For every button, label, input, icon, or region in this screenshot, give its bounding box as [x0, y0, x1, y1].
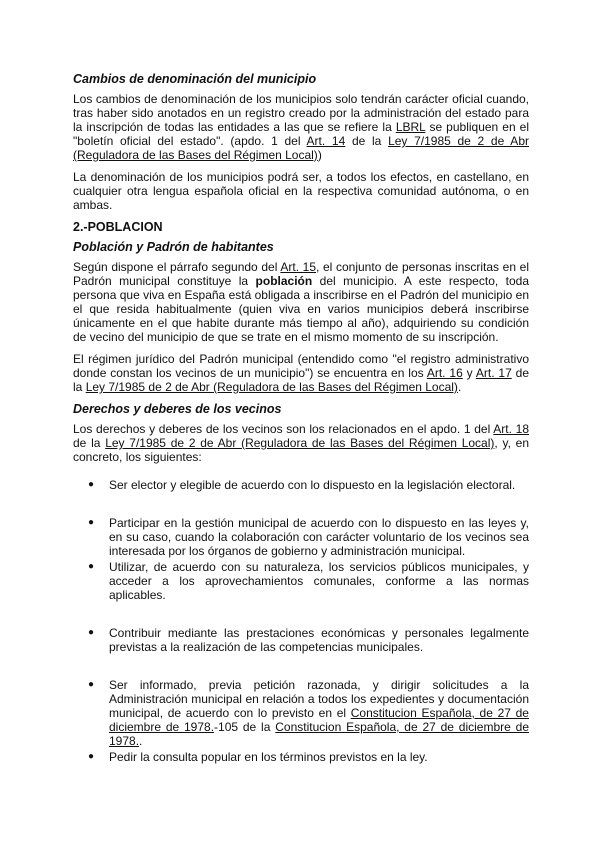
text: Pedir la consulta popular en los términos previstos en la ley.: [109, 750, 428, 764]
link-ley-7-1985[interactable]: Ley 7/1985 de 2 de Abr (Reguladora de las Bases del Régimen Local): [85, 380, 458, 394]
bold-poblacion: población: [255, 274, 313, 288]
paragraph-denominacion-2: La denominación de los municipios podrá ser, a todos los efectos, en castellano, en cualquier otra lengua española oficial en la respectiva comunidad autónoma, o en ambas.: [73, 170, 529, 212]
list-item: [73, 560, 529, 602]
text: y: [462, 366, 476, 380]
list-item: [73, 478, 529, 492]
text: , el conjunto de personas inscritas en el Padrón municipal constituye la: [73, 260, 529, 288]
link-art-14[interactable]: Art. 14: [306, 134, 346, 148]
text: de la: [73, 366, 529, 394]
bullet-icon: ●: [88, 517, 95, 528]
bullet-icon: ●: [88, 479, 95, 490]
link-ley-7-1985[interactable]: Ley 7/1985 de 2 de Abr (Reguladora de las Bases del Régimen Local): [105, 436, 495, 450]
list-item: [73, 678, 529, 748]
subheading-padron: Población y Padrón de habitantes: [73, 240, 274, 254]
bullet-icon: ●: [88, 751, 95, 762]
rights-list: [73, 478, 529, 764]
text: Los derechos y deberes de los vecinos son los relacionados en el apdo. 1 del: [73, 422, 494, 436]
text: Según dispone el párrafo segundo del: [73, 260, 281, 274]
list-item: [73, 626, 529, 654]
text: del municipio. A este respecto, toda persona que viva en España está obligada a inscribirse en el Padrón del municipio en el que resida habitualmente (quien viva en varios municipios deberá inscribirse únicamente en el que habite durante más tiempo al año), adquiriendo su condición de vecino del municipio de que se trate en el mismo momento de su inscripción.: [73, 274, 530, 344]
link-lbrl[interactable]: LBRL: [395, 120, 426, 134]
link-art-15[interactable]: Art. 15: [280, 260, 317, 274]
bullet-icon: ●: [88, 627, 95, 638]
document-page: [73, 62, 529, 764]
link-constitucion[interactable]: Constitucion Española, de 27 de diciembre de 1978.: [109, 720, 529, 748]
text: -105 de la: [214, 720, 276, 734]
text: ): [317, 148, 322, 162]
link-art-16[interactable]: Art. 16: [426, 366, 463, 380]
text: , y, en concreto, los siguientes:: [73, 436, 529, 464]
link-ley-7-1985[interactable]: Ley 7/1985 de 2 de Abr (Reguladora de las Bases del Régimen Local): [73, 134, 529, 162]
text: de la: [73, 436, 106, 450]
link-art-17[interactable]: Art. 17: [475, 366, 512, 380]
section-heading-derechos: Derechos y deberes de los vecinos: [73, 402, 282, 416]
text: Utilizar, de acuerdo con su naturaleza, los servicios públicos municipales, y acceder a los aprovechamientos comunales, conforme a las normas aplicables.: [109, 560, 529, 602]
link-constitucion[interactable]: Constitucion Española, de 27 de diciembre de 1978.: [109, 706, 529, 734]
bullet-icon: ●: [88, 679, 95, 690]
text: Ser informado, previa petición razonada, y dirigir solicitudes a la Administración municipal en relación a todos los expedientes y documentación municipal, de acuerdo con lo previsto en el: [109, 678, 529, 720]
text: de la: [345, 134, 389, 148]
link-art-18[interactable]: Art. 18: [493, 422, 530, 436]
text: Participar en la gestión municipal de acuerdo con lo dispuesto en las leyes y, en su caso, cuando la colaboración con carácter voluntario de los vecinos sea interesada por los órganos de gobierno y administración municipal.: [109, 516, 529, 558]
text: .: [457, 380, 462, 394]
text: El régimen jurídico del Padrón municipal (entendido como "el registro administrativo donde constan los vecinos de un municipio") se encuentra en los: [73, 352, 529, 380]
list-item: [73, 750, 529, 764]
text: .: [139, 734, 143, 748]
list-item: [73, 516, 529, 558]
paragraph-denominacion-1: [73, 92, 529, 162]
text: Contribuir mediante las prestaciones económicas y personales legalmente previstas a la realización de las competencias municipales.: [109, 626, 529, 654]
bullet-icon: ●: [88, 561, 95, 572]
text: se publiquen en el "boletín oficial del estado". (apdo. 1 del: [73, 120, 530, 148]
text: Ser elector y elegible de acuerdo con lo dispuesto en la legislación electoral.: [109, 478, 516, 492]
text: Los cambios de denominación de los municipios solo tendrán carácter oficial cuando, tras haber sido anotados en un registro creado por la administración del estado para la inscripción de todas las entidades a las que se refiere la: [73, 92, 529, 134]
paragraph-poblacion-2: [73, 352, 529, 394]
section-heading-poblacion: 2.-POBLACION: [73, 220, 163, 234]
paragraph-poblacion-1: [73, 260, 529, 344]
section-heading-denominacion: Cambios de denominación del municipio: [73, 72, 317, 86]
paragraph-derechos-intro: [73, 422, 529, 464]
